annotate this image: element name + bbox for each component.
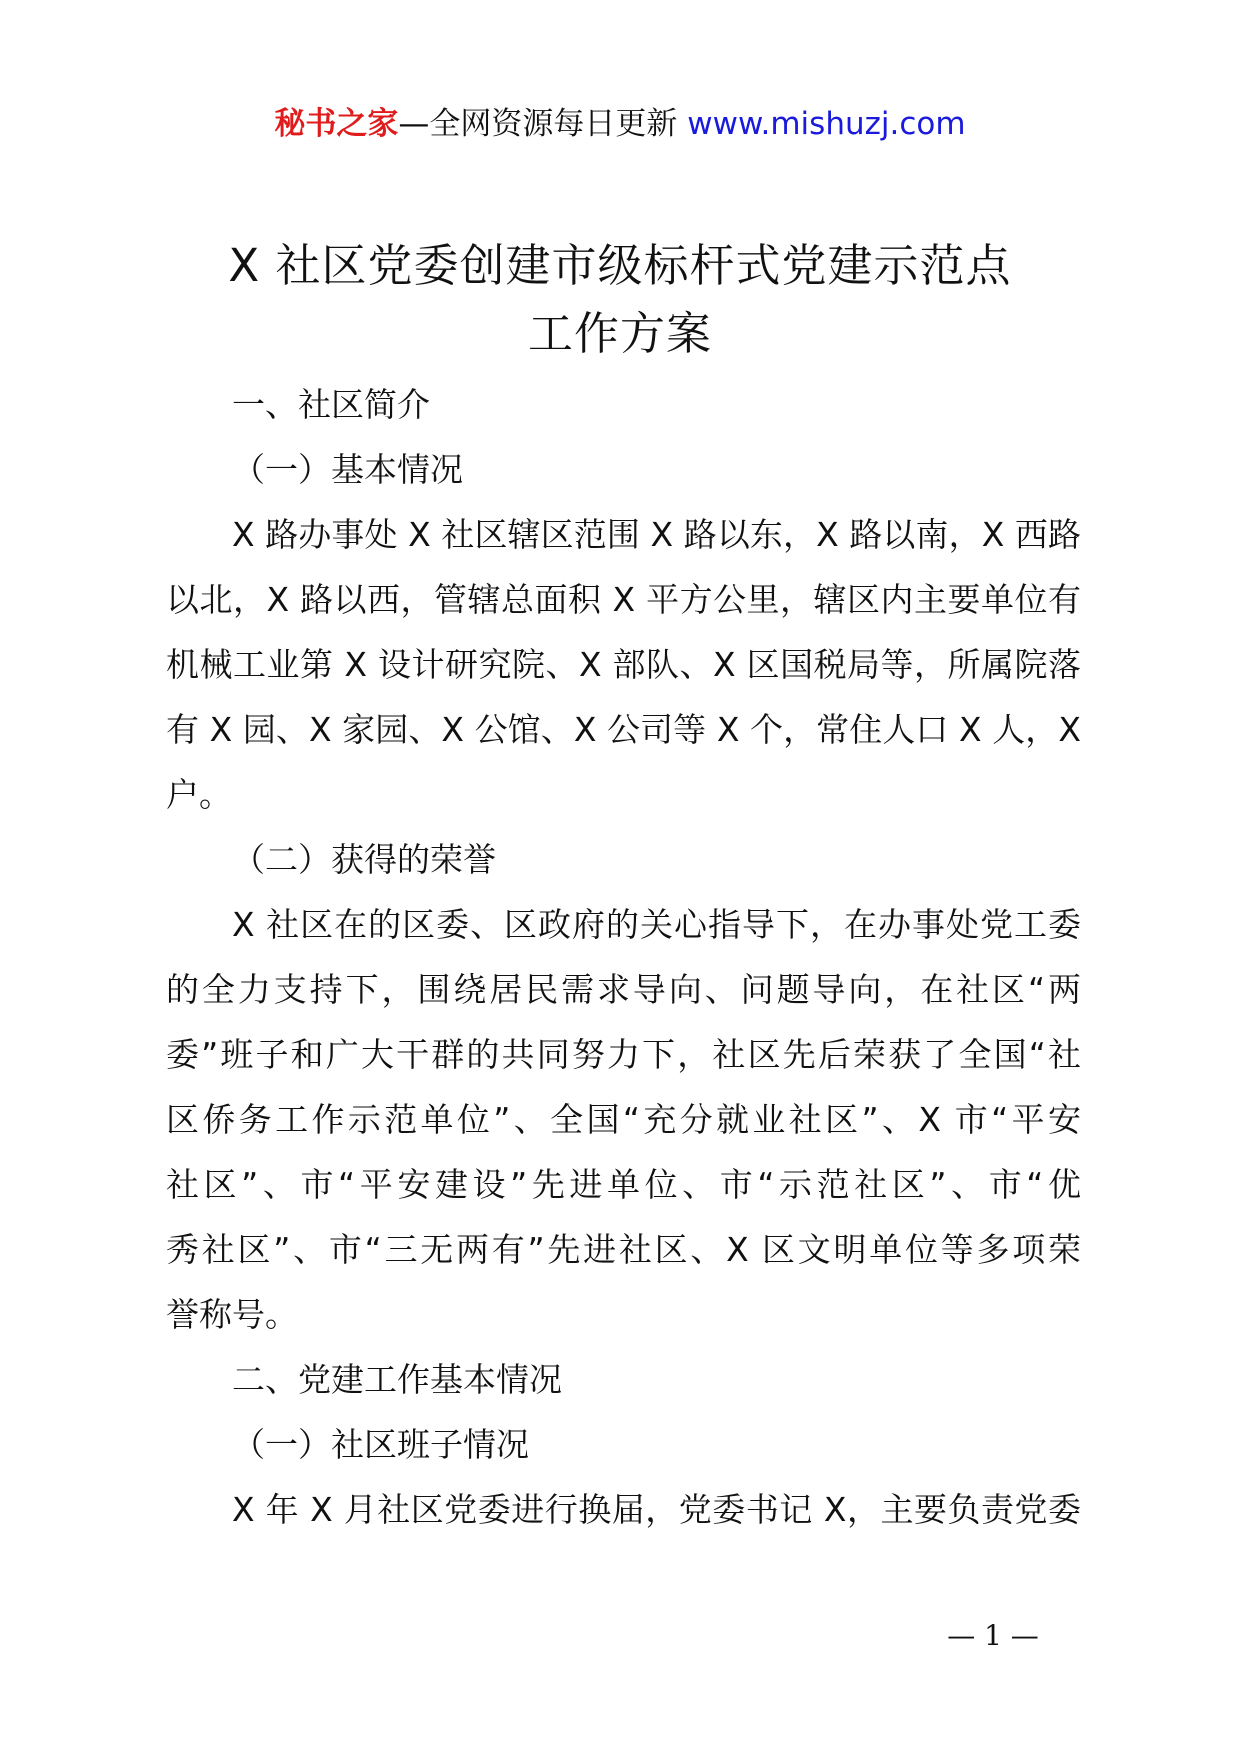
section-heading-1: 一、社区简介	[232, 385, 430, 424]
document-title-line-1: X 社区党委创建市级标杆式党建示范点	[228, 239, 1012, 292]
paragraph-line: 的全力支持下，围绕居民需求导向、问题导向，在社区“两	[166, 970, 1081, 1009]
paragraph-line: X 路办事处 X 社区辖区范围 X 路以东，X 路以南，X 西路	[232, 515, 1081, 554]
section-heading-2: 二、党建工作基本情况	[232, 1360, 562, 1399]
paragraph-line: 誉称号。	[166, 1295, 298, 1334]
header-tagline: —全网资源每日更新	[398, 106, 688, 142]
paragraph-line: X 年 X 月社区党委进行换届，党委书记 X，主要负责党委	[232, 1490, 1081, 1529]
document-title-line-2: 工作方案	[527, 307, 712, 360]
page-number: — 1 —	[947, 1619, 1039, 1652]
subsection-heading-1-1: （一）基本情况	[232, 450, 463, 489]
paragraph-line: 机械工业第 X 设计研究院、X 部队、X 区国税局等，所属院落	[166, 645, 1081, 684]
subsection-heading-2-1: （一）社区班子情况	[232, 1425, 529, 1464]
subsection-heading-1-2: （二）获得的荣誉	[232, 840, 496, 879]
paragraph-line: X 社区在的区委、区政府的关心指导下，在办事处党工委	[232, 905, 1081, 944]
paragraph-line: 有 X 园、X 家园、X 公馆、X 公司等 X 个，常住人口 X 人，X	[166, 710, 1081, 749]
paragraph-line: 委”班子和广大干群的共同努力下，社区先后荣获了全国“社	[166, 1035, 1081, 1074]
paragraph-line: 区侨务工作示范单位”、全国“充分就业社区”、X 市“平安	[166, 1100, 1081, 1139]
paragraph-line: 户。	[166, 775, 232, 814]
header-brand: 秘书之家	[274, 106, 399, 142]
header-url-link[interactable]: www.mishuzj.com	[687, 106, 966, 142]
paragraph-line: 社区”、市“平安建设”先进单位、市“示范社区”、市“优	[166, 1165, 1081, 1204]
site-header	[0, 98, 1240, 150]
paragraph-line: 以北，X 路以西，管辖总面积 X 平方公里，辖区内主要单位有	[166, 580, 1081, 619]
document-body	[166, 372, 1081, 1542]
paragraph-line: 秀社区”、市“三无两有”先进社区、X 区文明单位等多项荣	[166, 1230, 1081, 1269]
